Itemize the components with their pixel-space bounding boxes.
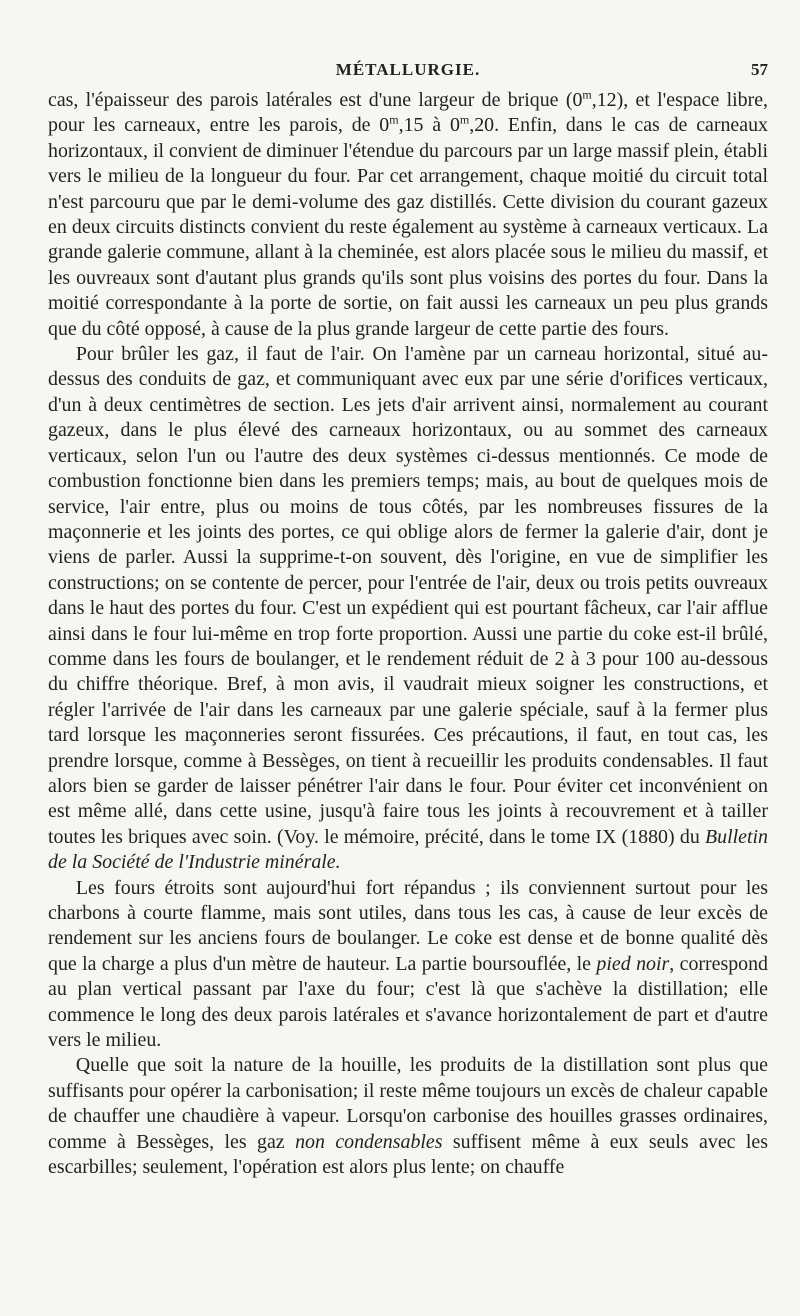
text-run: ,20. Enfin, dans le cas de carneaux horizontaux, il convient de diminuer l'étendue du parcours par un large massif plein, établi vers le milieu de la longueur du four. Par cet arrangement, chaque moitié du circuit total n'est parcouru que par le demi-volume des gaz distillés. Cette division du courant gazeux en deux circuits distincts convient du reste également au système à carneaux verticaux. La grande galerie commune, allant à la cheminée, est alors placée sous le milieu du massif, et les ouvreaux sont d'autant plus grands qu'ils sont plus voisins des portes du four. Dans la moitié correspondante à la porte de sortie, on fait aussi les carneaux un peu plus grands que du côté opposé, à cause de la plus grande largeur de cette partie des fours. — [48, 114, 768, 340]
text-run: suffisent même à eux seuls avec les escarbilles; seulement, l'opération est alors plus lente; on chauffe — [48, 1130, 769, 1179]
text-run: ,15 à 0 — [398, 114, 460, 137]
page-header — [48, 60, 768, 90]
text-run: Quelle que soit la nature de la houille, les produits de la distillation sont plus que suffisants pour opérer la carbonisation; il reste même toujours un excès de chaleur capable de chauffer une chaudière à vapeur. Lorsqu'on carbonise des houilles grasses ordinaires, comme à Bessèges, les gaz — [48, 1054, 768, 1153]
unit-superscript: m — [389, 112, 399, 127]
paragraph-2 — [48, 342, 768, 876]
italic-term: non condensables — [295, 1130, 443, 1153]
text-run: cas, l'épaisseur des parois latérales est d'une largeur de brique (0 — [48, 89, 583, 111]
text-run: , correspond au plan vertical passant par l'axe du four; c'est là que s'achève la distillation; elle commence le long des deux parois latérales et s'avance horizontalement de part et d'autre vers le milieu. — [48, 952, 768, 1052]
italic-term: pied noir — [596, 952, 670, 975]
paragraph-4 — [48, 1053, 768, 1180]
running-title: MÉTALLURGIE. — [335, 60, 481, 79]
unit-superscript: m — [459, 112, 470, 127]
italic-citation: Bulletin de la Société de l'Industrie minérale. — [48, 825, 768, 874]
paragraph-1 — [48, 88, 768, 342]
text-run: Les fours étroits sont aujourd'hui fort répandus ; ils conviennent surtout pour les charbons à courte flamme, mais sont utiles, dans tous les cas, à cause de leur excès de rendement sur les anciens fours de boulanger. Le coke est dense et de bonne qualité dès que la charge a plus d'un mètre de hauteur. La partie boursouflée, le — [48, 876, 768, 975]
unit-superscript: m — [582, 87, 592, 102]
page-number: 57 — [751, 60, 768, 79]
body-text — [48, 88, 768, 1180]
text-run: ,12), et l'espace libre, pour les carneaux, entre les parois, de 0 — [48, 89, 768, 137]
paragraph-3 — [48, 876, 768, 1054]
text-run: Pour brûler les gaz, il faut de l'air. On l'amène par un carneau horizontal, situé au-dessus des conduits de gaz, et communiquant avec eux par une série d'orifices verticaux, d'un à deux centimètres de section. Les jets d'air arrivent ainsi, normalement au courant gazeux, dans le plus élevé des carneaux horizontaux, ou au sommet des carneaux verticaux, selon l'un ou l'autre des deux systèmes ci-dessus mentionnés. Ce mode de combustion fonctionne bien dans les premiers temps; mais, au bout de quelques mois de service, l'air entre, plus ou moins de tous côtés, par les nombreuses fissures de la maçonnerie et les joints des portes, ce qui oblige alors de fermer la galerie d'air, dont je viens de parler. Aussi la supprime-t-on souvent, dès l'origine, en vue de simplifier les constructions; on se contente de percer, pour l'entrée de l'air, deux ou trois petits ouvreaux dans le haut des portes du four. C'est un expédient qui est pourtant fâcheux, car l'air afflue ainsi dans le four lui-même en trop forte proportion. Aussi une partie du coke est-il brûlé, comme dans les fours de boulanger, et le rendement réduit de 2 à 3 pour 100 au-dessous du chiffre théorique. Bref, à mon avis, il vaudrait mieux soigner les constructions, et régler l'arrivée de l'air dans les carneaux par une galerie spéciale, sauf à la fermer plus tard lorsque les maçonneries seront fissurées. Ces précautions, il faut, en tout cas, les prendre lorsque, comme à Bessèges, on tient à recueillir les produits condensables. Il faut alors bien se garder de laisser pénétrer l'air dans le four. Pour éviter cet inconvénient on est même allé, dans cette usine, jusqu'à faire tous les joints à recouvrement et à tailler toutes les briques avec soin. (Voy. le mémoire, précité, dans le tome IX (1880) du — [48, 343, 768, 848]
